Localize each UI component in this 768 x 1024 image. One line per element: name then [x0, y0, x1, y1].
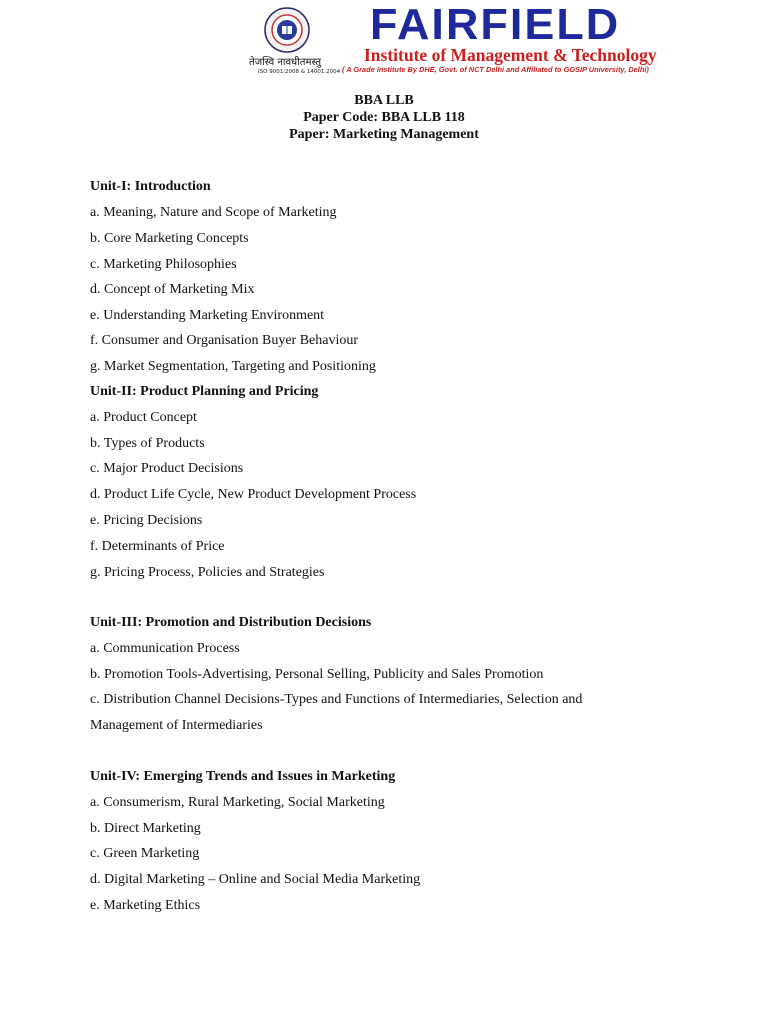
list-item: e. Pricing Decisions [90, 513, 203, 528]
list-item: d. Digital Marketing – Online and Social Media Marketing [90, 872, 421, 887]
paper-name: Paper: Marketing Management [289, 127, 479, 142]
list-item: b. Types of Products [90, 436, 205, 451]
list-item: e. Understanding Marketing Environment [90, 308, 325, 323]
list-item: d. Concept of Marketing Mix [90, 282, 255, 297]
list-item: f. Determinants of Price [90, 539, 225, 554]
unit-heading: Unit-I: Introduction [90, 179, 211, 194]
list-item: a. Product Concept [90, 410, 197, 425]
brand-name: FAIRFIELD [370, 0, 621, 49]
list-item: b. Core Marketing Concepts [90, 231, 249, 246]
list-item: b. Direct Marketing [90, 821, 201, 836]
list-item: c. Marketing Philosophies [90, 257, 237, 272]
iso-certification: ISO 9001:2008 & 14001:2004 [258, 69, 341, 75]
list-item: a. Meaning, Nature and Scope of Marketing [90, 205, 337, 220]
list-item: f. Consumer and Organisation Buyer Behaviour [90, 333, 359, 348]
affiliation-note: ( A Grade Institute By DHE, Govt. of NCT Delhi and Affiliated to GGSIP University, Delhi) [342, 65, 649, 74]
letterhead [0, 0, 768, 82]
list-item: e. Marketing Ethics [90, 898, 201, 913]
list-item: d. Product Life Cycle, New Product Development Process [90, 487, 417, 502]
unit-heading: Unit-II: Product Planning and Pricing [90, 384, 319, 399]
list-item: c. Distribution Channel Decisions-Types and Functions of Intermediaries, Selection and [90, 692, 583, 707]
list-item: g. Pricing Process, Policies and Strategies [90, 565, 325, 580]
institute-name: Institute of Management & Technology [364, 45, 657, 65]
unit-heading: Unit-III: Promotion and Distribution Decisions [90, 615, 372, 630]
paper-code: Paper Code: BBA LLB 118 [303, 110, 465, 125]
program-title: BBA LLB [354, 93, 414, 108]
unit-heading: Unit-IV: Emerging Trends and Issues in Marketing [90, 769, 396, 784]
list-item: g. Market Segmentation, Targeting and Positioning [90, 359, 376, 374]
list-item: a. Communication Process [90, 641, 240, 656]
motto: तेजस्वि नावधीतमस्तु [249, 57, 322, 68]
list-item: b. Promotion Tools-Advertising, Personal Selling, Publicity and Sales Promotion [90, 667, 544, 682]
list-item: Management of Intermediaries [90, 718, 263, 733]
list-item: c. Major Product Decisions [90, 461, 244, 476]
list-item: c. Green Marketing [90, 846, 200, 861]
institute-seal-icon [264, 7, 310, 53]
list-item: a. Consumerism, Rural Marketing, Social Marketing [90, 795, 385, 810]
